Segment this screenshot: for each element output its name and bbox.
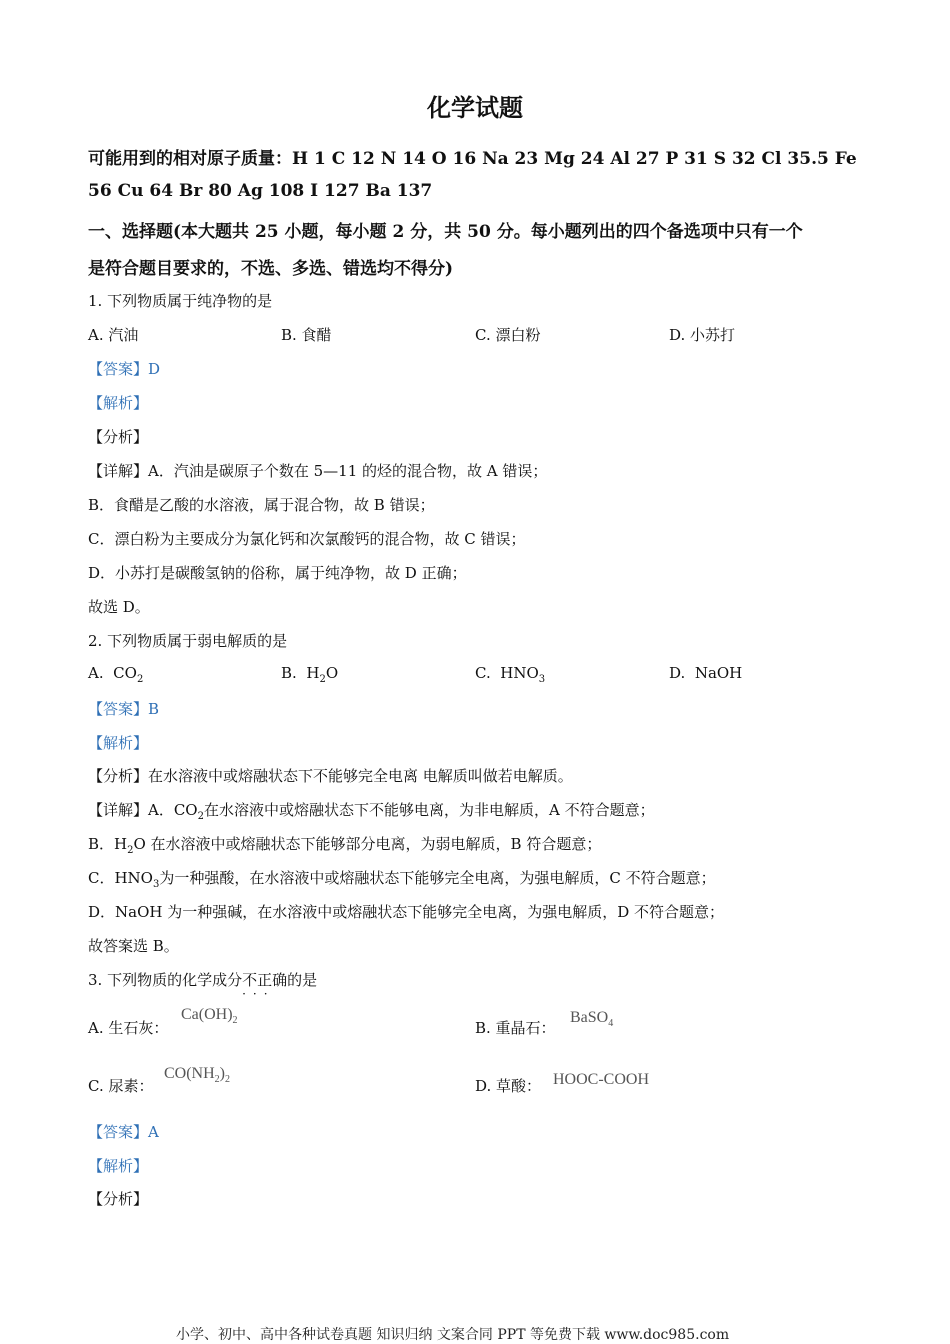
q3-stem [88,969,318,1001]
formula: Ca(OH) [181,1006,233,1023]
formula-subscript: 2 [127,845,134,856]
formula: CO(NH [164,1065,215,1082]
q2-option-c [475,664,545,685]
q3-fenxi-tag: 【分析】 [88,1190,149,1208]
formula: H [306,664,320,682]
q1-option-b: B. 食醋 [281,326,332,344]
formula-subscript: 2 [136,674,144,685]
stem-text: 3. 下列物质的化学成分 [88,971,243,989]
atomic-mass-line-1: 可能用到的相对原子质量：H 1 C 12 N 14 O 16 Na 23 Mg 24 Al 27 P 31 S 32 Cl 35.5 Fe [88,149,857,169]
q1-option-a: A. 汽油 [88,326,139,344]
formula: ) [219,1065,225,1082]
q1-detail-line: 【详解】A．汽油是碳原子个数在 5—11 的烃的混合物，故 A 错误； [88,462,548,480]
formula-subscript: 3 [152,879,160,890]
option-label: A. 生石灰： [88,1019,169,1037]
detail-text: O 在水溶液中或熔融状态下能够部分电离，为弱电解质，B 符合题意； [133,835,602,853]
formula-subscript: 2 [319,674,326,685]
q2-detail-line [88,799,655,822]
q3-formula-b [570,1009,613,1029]
detail-text: C．HNO [88,869,153,887]
formula: BaSO [570,1009,609,1026]
option-label: C. 尿素： [88,1077,154,1095]
detail-text: D．NaOH 为一种强碱，在水溶液中或熔融状态下能够完全电离，为强电解质，D 不符合题意； [88,903,725,921]
q1-option-c: C. 漂白粉 [475,326,541,344]
q1-analysis-tag: 【解析】 [88,394,149,412]
detail-text: B．H [88,835,128,853]
page-footer: 小学、初中、高中各种试卷真题 知识归纳 文案合同 PPT 等免费下载 www.doc985.com [176,1327,730,1343]
option-letter: B. [281,664,297,682]
formula: HNO [500,664,539,682]
emphasis-word: 不正确 [242,971,288,989]
detail-text: 【详解】A．CO [88,801,198,819]
q2-answer: 【答案】B [88,700,160,718]
q2-fenxi: 【分析】在水溶液中或熔融状态下不能够完全电离 电解质叫做若电解质。 [88,767,573,785]
q1-detail-line: C．漂白粉为主要成分为氯化钙和次氯酸钙的混合物，故 C 错误； [88,530,526,548]
q3-option-c [88,1075,153,1096]
emphasis-text [242,971,288,1001]
q1-detail-line: D．小苏打是碳酸氢钠的俗称，属于纯净物，故 D 正确； [88,564,467,582]
option-letter: D. [669,664,686,682]
formula-subscript: 4 [608,1018,614,1030]
section-heading-line-2: 是符合题目要求的，不选、多选、错选均不得分) [88,259,454,279]
option-letter: C. [475,664,491,682]
stem-text: 的是 [287,971,318,989]
q2-analysis-tag: 【解析】 [88,734,149,752]
q1-detail-line: B．食醋是乙酸的水溶液，属于混合物，故 B 错误； [88,496,435,514]
q2-detail-line [88,867,716,890]
q2-detail-line [88,901,724,924]
q2-option-b [281,664,338,685]
formula: NaOH [694,664,743,682]
q3-option-a [88,1017,168,1038]
detail-text: 在水溶液中或熔融状态下不能够电离，为非电解质，A 不符合题意； [203,801,655,819]
option-letter: A. [88,664,104,682]
q2-conclusion: 故答案选 B。 [88,937,179,955]
q3-option-b [475,1017,556,1038]
option-label: D. 草酸： [475,1077,542,1095]
formula-subscript: 2 [214,1074,220,1086]
formula-tail: O [325,664,339,682]
q3-answer: 【答案】A [88,1123,159,1141]
formula-subscript: 2 [197,811,204,822]
formula: CO [113,664,137,682]
q2-detail-line [88,833,601,856]
q1-answer: 【答案】D [88,360,161,378]
q2-stem: 2. 下列物质属于弱电解质的是 [88,632,288,650]
q2-option-a [88,664,143,685]
q1-fenxi-tag: 【分析】 [88,428,149,446]
q3-analysis-tag: 【解析】 [88,1157,149,1175]
q3-formula-d: HOOC-COOH [553,1071,649,1088]
q1-option-d: D. 小苏打 [669,326,736,344]
q3-formula-c [164,1065,230,1085]
formula-subscript: 3 [538,674,546,685]
option-label: B. 重晶石： [475,1019,556,1037]
q3-option-d [475,1075,541,1096]
formula-subscript: 2 [225,1074,230,1086]
emphasis-dots: ··· [242,987,275,1001]
page-title: 化学试题 [427,93,523,122]
detail-text: 为一种强酸，在水溶液中或熔融状态下能够完全电离，为强电解质，C 不符合题意； [159,869,716,887]
formula-subscript: 2 [232,1015,238,1027]
q1-conclusion: 故选 D。 [88,598,150,616]
section-heading-line-1: 一、选择题(本大题共 25 小题，每小题 2 分，共 50 分。每小题列出的四个备选项中只有一个 [88,222,803,242]
q1-stem: 1. 下列物质属于纯净物的是 [88,292,273,310]
q2-option-d [669,664,742,685]
atomic-mass-line-2: 56 Cu 64 Br 80 Ag 108 I 127 Ba 137 [88,181,433,201]
q3-formula-a [181,1006,238,1026]
